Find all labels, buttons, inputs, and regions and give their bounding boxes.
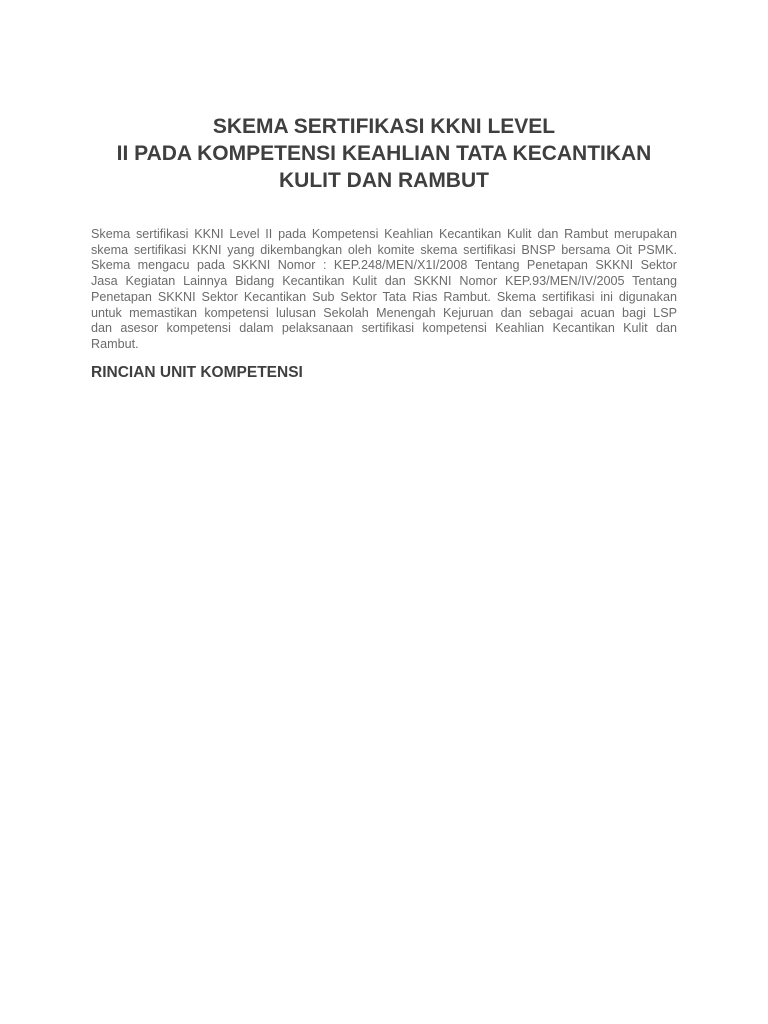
paragraph-line: Skema sertifikasi KKNI Level II pada Kompetensi Keahlian Kecantikan Kulit dan Rambut merupakan xyxy=(91,227,677,241)
paragraph-line: untuk memastikan kompetensi lulusan Sekolah Menengah Kejuruan dan sebagai acuan bagi LSP xyxy=(91,305,677,320)
paragraph-line: Penetapan SKKNI Sektor Kecantikan Sub Sektor Tata Rias Rambut. Skema sertifikasi ini digunakan xyxy=(91,289,677,304)
section-heading: RINCIAN UNIT KOMPETENSI xyxy=(91,364,303,381)
paragraph-line: Skema mengacu pada SKKNI Nomor : KEP.248/MEN/X1I/2008 Tentang Penetapan SKKNI Sektor xyxy=(91,258,677,273)
paragraph-line: Rambut. xyxy=(91,336,139,351)
page-title xyxy=(80,113,688,194)
title-line: II PADA KOMPETENSI KEAHLIAN TATA KECANTIKAN xyxy=(116,142,652,165)
paragraph-line: dan asesor kompetensi dalam pelaksanaan sertifikasi kompetensi Keahlian Kecantikan Kulit dan xyxy=(91,321,677,336)
intro-paragraph xyxy=(91,227,677,353)
paragraph-line: Jasa Kegiatan Lainnya Bidang Kecantikan Kulit dan SKKNI Nomor KEP.93/MEN/IV/2005 Tentang xyxy=(91,274,677,289)
title-line: KULIT DAN RAMBUT xyxy=(279,169,489,192)
paragraph-line: skema sertifikasi KKNI yang dikembangkan oleh komite skema sertifikasi BNSP bersama Oit PSMK. xyxy=(91,242,677,257)
title-line: SKEMA SERTIFIKASI KKNI LEVEL xyxy=(212,115,556,138)
